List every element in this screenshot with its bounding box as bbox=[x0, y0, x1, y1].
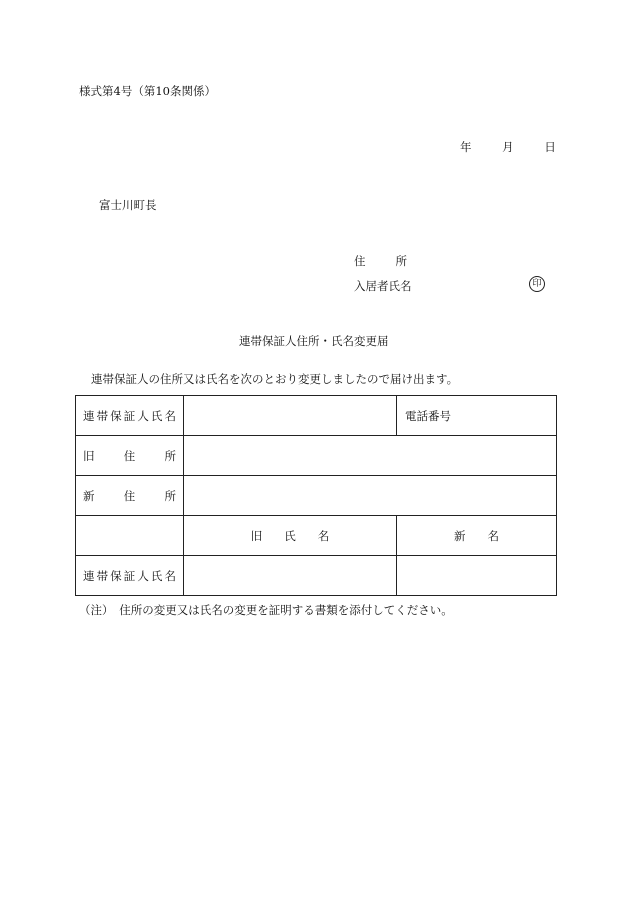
document-title: 連帯保証人住所・氏名変更届 bbox=[239, 334, 389, 348]
applicant-name-label: 入居者氏名 bbox=[354, 279, 412, 293]
form-table bbox=[75, 395, 557, 596]
note-text: （注） 住所の変更又は氏名の変更を証明する書類を添付してください。 bbox=[79, 603, 453, 617]
phone-cell[interactable] bbox=[397, 396, 557, 436]
old-name-header-cell bbox=[184, 516, 397, 556]
old-address-field[interactable] bbox=[184, 436, 557, 476]
new-name-field[interactable] bbox=[397, 556, 557, 596]
intro-text: 連帯保証人の住所又は氏名を次のとおり変更しましたので届け出ます。 bbox=[91, 372, 459, 386]
label-cell bbox=[76, 476, 184, 516]
empty-cell bbox=[76, 516, 184, 556]
new-address-label: 新 住 所 bbox=[83, 488, 176, 503]
date-year: 年 bbox=[460, 140, 472, 154]
table-row bbox=[76, 556, 557, 596]
new-address-field[interactable] bbox=[184, 476, 557, 516]
form-number: 様式第4号（第10条関係） bbox=[79, 84, 216, 98]
new-name-header: 新名 bbox=[454, 528, 521, 543]
date-month: 月 bbox=[502, 140, 514, 154]
label-cell bbox=[76, 436, 184, 476]
seal-mark: 印 bbox=[529, 276, 545, 292]
label-cell bbox=[76, 556, 184, 596]
table-row bbox=[76, 436, 557, 476]
old-name-field[interactable] bbox=[184, 556, 397, 596]
guarantor-name-field[interactable] bbox=[184, 396, 397, 436]
new-name-header-cell bbox=[397, 516, 557, 556]
old-address-label: 旧 住 所 bbox=[83, 448, 176, 463]
guarantor-name-label-2: 連 帯 保 証 人 氏 名 bbox=[83, 568, 176, 583]
label-cell bbox=[76, 396, 184, 436]
old-name-header: 旧氏名 bbox=[250, 528, 352, 543]
recipient: 富士川町長 bbox=[99, 198, 157, 212]
guarantor-name-label: 連 帯 保 証 人 氏 名 bbox=[83, 408, 176, 423]
table-row bbox=[76, 396, 557, 436]
phone-label: 電話番号 bbox=[405, 408, 451, 423]
table-row bbox=[76, 516, 557, 556]
table-row bbox=[76, 476, 557, 516]
date-day: 日 bbox=[544, 140, 556, 154]
applicant-address-label: 住所 bbox=[354, 254, 437, 268]
date-line bbox=[460, 142, 556, 154]
